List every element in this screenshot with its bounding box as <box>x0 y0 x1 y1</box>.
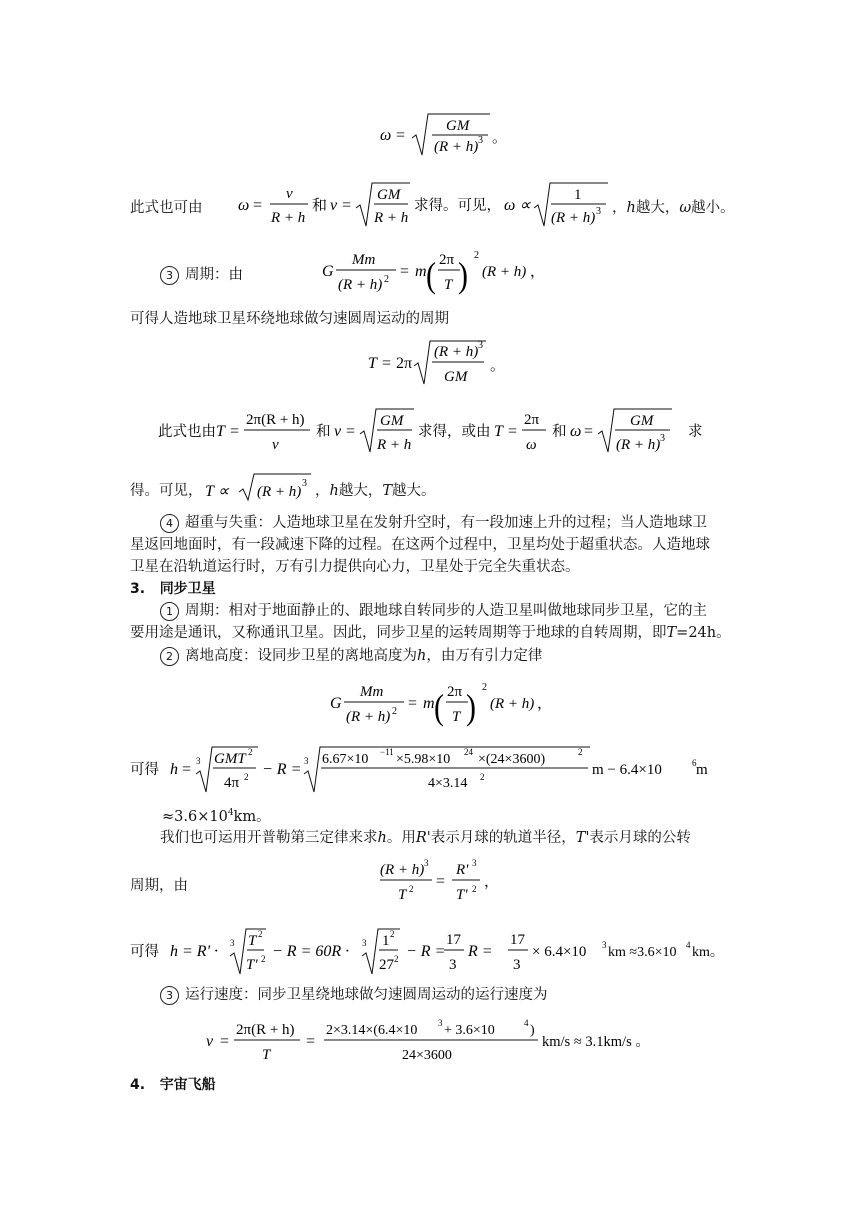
svg-text:2: 2 <box>472 884 477 894</box>
svg-text:R + h: R + h <box>377 437 412 453</box>
svg-text:× 6.4×10: × 6.4×10 <box>532 944 587 960</box>
sync-gravity-formula <box>330 676 560 736</box>
paragraph-period-tail: 得。可见， <box>130 483 203 499</box>
svg-text:17: 17 <box>446 932 461 948</box>
svg-text:(R + h): (R + h) <box>434 344 479 360</box>
svg-text:(R + h): (R + h) <box>380 862 425 878</box>
svg-text:GM: GM <box>377 187 401 203</box>
sync-height-calc <box>130 742 730 800</box>
svg-text:27: 27 <box>379 957 394 973</box>
svg-text:m: m <box>423 695 435 712</box>
svg-text:ω ∝: ω ∝ <box>504 197 531 214</box>
svg-text:GMT: GMT <box>214 751 246 767</box>
svg-text:=: = <box>396 127 406 144</box>
svg-text:=: = <box>408 695 418 712</box>
svg-text:2: 2 <box>248 747 253 757</box>
weightlessness-line2: 星返回地面时，有一段减速下降的过程。在这两个过程中，卫星均处于超重状态。人造地球 <box>130 537 710 553</box>
svg-text:− R = 60R ·: − R = 60R · <box>272 943 350 960</box>
svg-text:GM: GM <box>630 413 654 429</box>
svg-text:(R + h): (R + h) <box>616 437 661 453</box>
svg-text:，: ， <box>530 264 546 280</box>
svg-text:h: h <box>170 761 178 778</box>
svg-text:−11: −11 <box>380 747 394 757</box>
svg-text:T': T' <box>456 887 468 903</box>
svg-text:求得，或由: 求得，或由 <box>418 424 491 440</box>
svg-text:=: = <box>346 423 356 440</box>
svg-text:2: 2 <box>258 929 263 939</box>
svg-text:2: 2 <box>244 772 249 782</box>
svg-text:km。: km。 <box>692 945 724 960</box>
sync-speed-formula <box>206 1014 686 1070</box>
svg-text:2: 2 <box>578 747 583 757</box>
svg-text:=: = <box>436 873 446 890</box>
svg-text:− R =: − R = <box>262 761 302 778</box>
svg-text:v: v <box>334 423 342 440</box>
svg-text:h: h <box>170 943 178 960</box>
svg-text:T': T' <box>246 957 258 973</box>
section-heading-sync: 3. 同步卫星 <box>130 581 216 597</box>
period-derivation-formula <box>158 404 738 460</box>
svg-text:2×3.14×(6.4×10: 2×3.14×(6.4×10 <box>326 1023 418 1038</box>
weightlessness-line3: 卫星在沿轨道运行时，万有引力提供向心力，卫星处于完全失重状态。 <box>130 559 580 575</box>
svg-text:T: T <box>216 423 225 440</box>
svg-text:1: 1 <box>382 933 390 949</box>
svg-text:求得。可见，: 求得。可见， <box>414 198 501 214</box>
svg-text:+ 3.6×10: + 3.6×10 <box>444 1023 495 1038</box>
svg-text:(R + h): (R + h) <box>338 277 383 293</box>
svg-text:(R + h): (R + h) <box>346 709 391 725</box>
svg-text:和: 和 <box>552 424 567 440</box>
svg-text:(R + h): (R + h) <box>434 139 479 155</box>
kepler-line2: 周期，由 <box>130 878 188 894</box>
svg-text:2: 2 <box>261 954 266 964</box>
svg-text:T: T <box>494 423 503 440</box>
svg-text:m − 6.4×10: m − 6.4×10 <box>592 762 662 778</box>
svg-text:=: = <box>382 355 392 372</box>
svg-text:m: m <box>696 762 708 778</box>
svg-text:R =: R = <box>468 943 493 960</box>
svg-text:=: = <box>342 197 352 214</box>
svg-text:T: T <box>262 1047 271 1063</box>
svg-text:T ∝: T ∝ <box>205 483 230 500</box>
paragraph-omega-tail: ，h越大，ω越小。 <box>612 200 735 216</box>
svg-text:3: 3 <box>302 478 307 489</box>
svg-text:=: = <box>182 761 192 778</box>
svg-text:2π: 2π <box>524 412 540 428</box>
svg-text:4π: 4π <box>224 775 240 791</box>
svg-text:): ) <box>458 255 468 296</box>
svg-text:2π: 2π <box>439 252 455 268</box>
svg-text:4: 4 <box>524 1018 529 1028</box>
sync-height-item: 2 离地高度：设同步卫星的离地高度为h，由万有引力定律 <box>160 646 542 666</box>
svg-text:和: 和 <box>312 198 328 214</box>
svg-text:=: = <box>253 197 263 214</box>
svg-text:。: 。 <box>490 358 506 374</box>
paragraph-period-intro: 可得人造地球卫星环绕地球做匀速圆周运动的周期 <box>130 311 449 327</box>
svg-text:2π(R + h): 2π(R + h) <box>246 412 305 428</box>
svg-text:): ) <box>466 687 476 728</box>
svg-text:3: 3 <box>438 1018 443 1028</box>
svg-text:− R =: − R = <box>406 943 446 960</box>
svg-text:(: ( <box>434 687 444 728</box>
svg-text:GM: GM <box>446 118 470 134</box>
svg-text:=: = <box>306 1033 316 1050</box>
kepler-paragraph: 我们也可运用开普勒第三定律来求h。用R'表示月球的轨道半径，T'表示月球的公转 <box>160 830 691 846</box>
svg-text:2: 2 <box>482 682 487 693</box>
svg-text:(R + h): (R + h) <box>551 210 596 226</box>
svg-text:×5.98×10: ×5.98×10 <box>396 752 451 767</box>
svg-text:3: 3 <box>230 938 235 948</box>
svg-text:G: G <box>322 263 334 280</box>
kepler-height-calc <box>130 924 730 980</box>
sync-speed-item: 3 运行速度：同步卫星绕地球做匀速圆周运动的运行速度为 <box>160 985 548 1005</box>
svg-text:R + h: R + h <box>374 210 409 226</box>
svg-text:GM: GM <box>444 369 468 385</box>
svg-text:2π: 2π <box>447 684 463 700</box>
svg-text:3: 3 <box>596 206 601 217</box>
svg-text:6: 6 <box>692 758 697 768</box>
period-proportion-formula <box>205 470 315 504</box>
svg-text:24×3600: 24×3600 <box>402 1048 452 1063</box>
svg-text:T: T <box>248 933 257 949</box>
omega-formula <box>372 110 522 160</box>
svg-text:2: 2 <box>392 706 397 717</box>
svg-text:2: 2 <box>474 250 479 261</box>
svg-text:=: = <box>220 1033 230 1050</box>
svg-text:(R + h): (R + h) <box>490 696 535 712</box>
approx-height: $\approx 3.6\times 10^4km$。 <box>162 808 271 825</box>
svg-text:此式也由: 此式也由 <box>158 424 216 440</box>
svg-text:，: ， <box>484 874 500 890</box>
svg-text:24: 24 <box>464 747 473 757</box>
svg-text:3: 3 <box>424 858 429 868</box>
svg-text:3: 3 <box>513 957 521 973</box>
sync-period-line2: 要用途是通讯，又称通讯卫星。因此，同步卫星的运转周期等于地球的自转周期，即T=24h。 <box>130 625 731 641</box>
svg-text:(R + h): (R + h) <box>257 484 302 500</box>
sync-period-item: 1 周期：相对于地面静止的、跟地球自转同步的人造卫星叫做地球同步卫星，它的主 <box>160 601 707 621</box>
svg-text:2π: 2π <box>396 355 413 372</box>
svg-text:ω: ω <box>238 197 250 214</box>
svg-text:G: G <box>330 695 342 712</box>
svg-text:求: 求 <box>688 424 703 440</box>
svg-text:R': R' <box>456 862 469 878</box>
svg-text:2: 2 <box>409 884 414 894</box>
section-heading-spacecraft: 4. 宇宙飞船 <box>130 1077 216 1093</box>
svg-text:R + h: R + h <box>271 210 306 226</box>
omega-derivation-formula <box>238 178 638 234</box>
svg-text:2: 2 <box>394 954 399 964</box>
svg-text:3: 3 <box>660 433 665 444</box>
svg-text:=: = <box>230 423 240 440</box>
svg-text:T: T <box>398 887 407 903</box>
svg-text:3: 3 <box>478 340 483 351</box>
svg-text:=: = <box>400 263 410 280</box>
svg-text:v: v <box>286 186 293 202</box>
svg-text:v: v <box>272 437 279 453</box>
svg-text:v: v <box>330 197 338 214</box>
paragraph-omega: 此式也可由 <box>130 200 203 216</box>
svg-text:m: m <box>415 263 427 280</box>
svg-text:= R' ·: = R' · <box>182 943 218 960</box>
svg-text:可得: 可得 <box>130 762 159 778</box>
svg-text:(: ( <box>426 255 436 296</box>
svg-text:=: = <box>584 423 594 440</box>
svg-text:ω: ω <box>526 437 537 453</box>
svg-text:3: 3 <box>196 756 201 766</box>
svg-text:Mm: Mm <box>352 252 376 268</box>
svg-text:1: 1 <box>574 187 582 203</box>
svg-text:3: 3 <box>472 858 477 868</box>
svg-text:Mm: Mm <box>360 684 384 700</box>
svg-text:3: 3 <box>304 756 309 766</box>
svg-text:可得: 可得 <box>130 944 159 960</box>
svg-text:6.67×10: 6.67×10 <box>322 752 369 767</box>
svg-text:km ≈3.6×10: km ≈3.6×10 <box>608 945 677 960</box>
paragraph-period-tail2: ，h越大，T越大。 <box>315 483 436 499</box>
svg-text:，: ， <box>537 696 553 712</box>
svg-text:2π(R + h): 2π(R + h) <box>236 1022 295 1038</box>
svg-text:ω: ω <box>380 127 392 144</box>
svg-text:T: T <box>444 277 453 293</box>
svg-text:3: 3 <box>602 940 607 950</box>
svg-text:GM: GM <box>380 413 404 429</box>
svg-text:。: 。 <box>492 130 508 146</box>
svg-text:2: 2 <box>390 929 395 939</box>
svg-text:4: 4 <box>686 940 691 950</box>
svg-text:×(24×3600): ×(24×3600) <box>478 752 546 767</box>
svg-text:2: 2 <box>480 772 485 782</box>
svg-text:4×3.14: 4×3.14 <box>428 776 468 791</box>
svg-text:2: 2 <box>384 274 389 285</box>
svg-text:T: T <box>368 355 377 372</box>
svg-text:T: T <box>452 709 461 725</box>
svg-text:): ) <box>530 1023 535 1038</box>
period-item: 3 周期：由 <box>160 265 243 285</box>
svg-text:(R + h): (R + h) <box>482 264 527 280</box>
period-formula <box>368 336 538 392</box>
svg-text:ω: ω <box>570 423 582 440</box>
weightlessness-item: 4 超重与失重：人造地球卫星在发射升空时，有一段加速上升的过程；当人造地球卫 <box>160 513 707 533</box>
svg-text:=: = <box>508 423 518 440</box>
kepler-law-formula <box>380 854 520 910</box>
svg-text:3: 3 <box>478 135 483 146</box>
svg-text:km/s ≈ 3.1km/s 。: km/s ≈ 3.1km/s 。 <box>542 1034 650 1050</box>
svg-text:3: 3 <box>449 957 457 973</box>
svg-text:v: v <box>206 1033 214 1050</box>
svg-text:17: 17 <box>510 932 525 948</box>
period-gravity-formula <box>322 244 562 304</box>
svg-text:和: 和 <box>316 424 331 440</box>
svg-text:3: 3 <box>362 938 367 948</box>
